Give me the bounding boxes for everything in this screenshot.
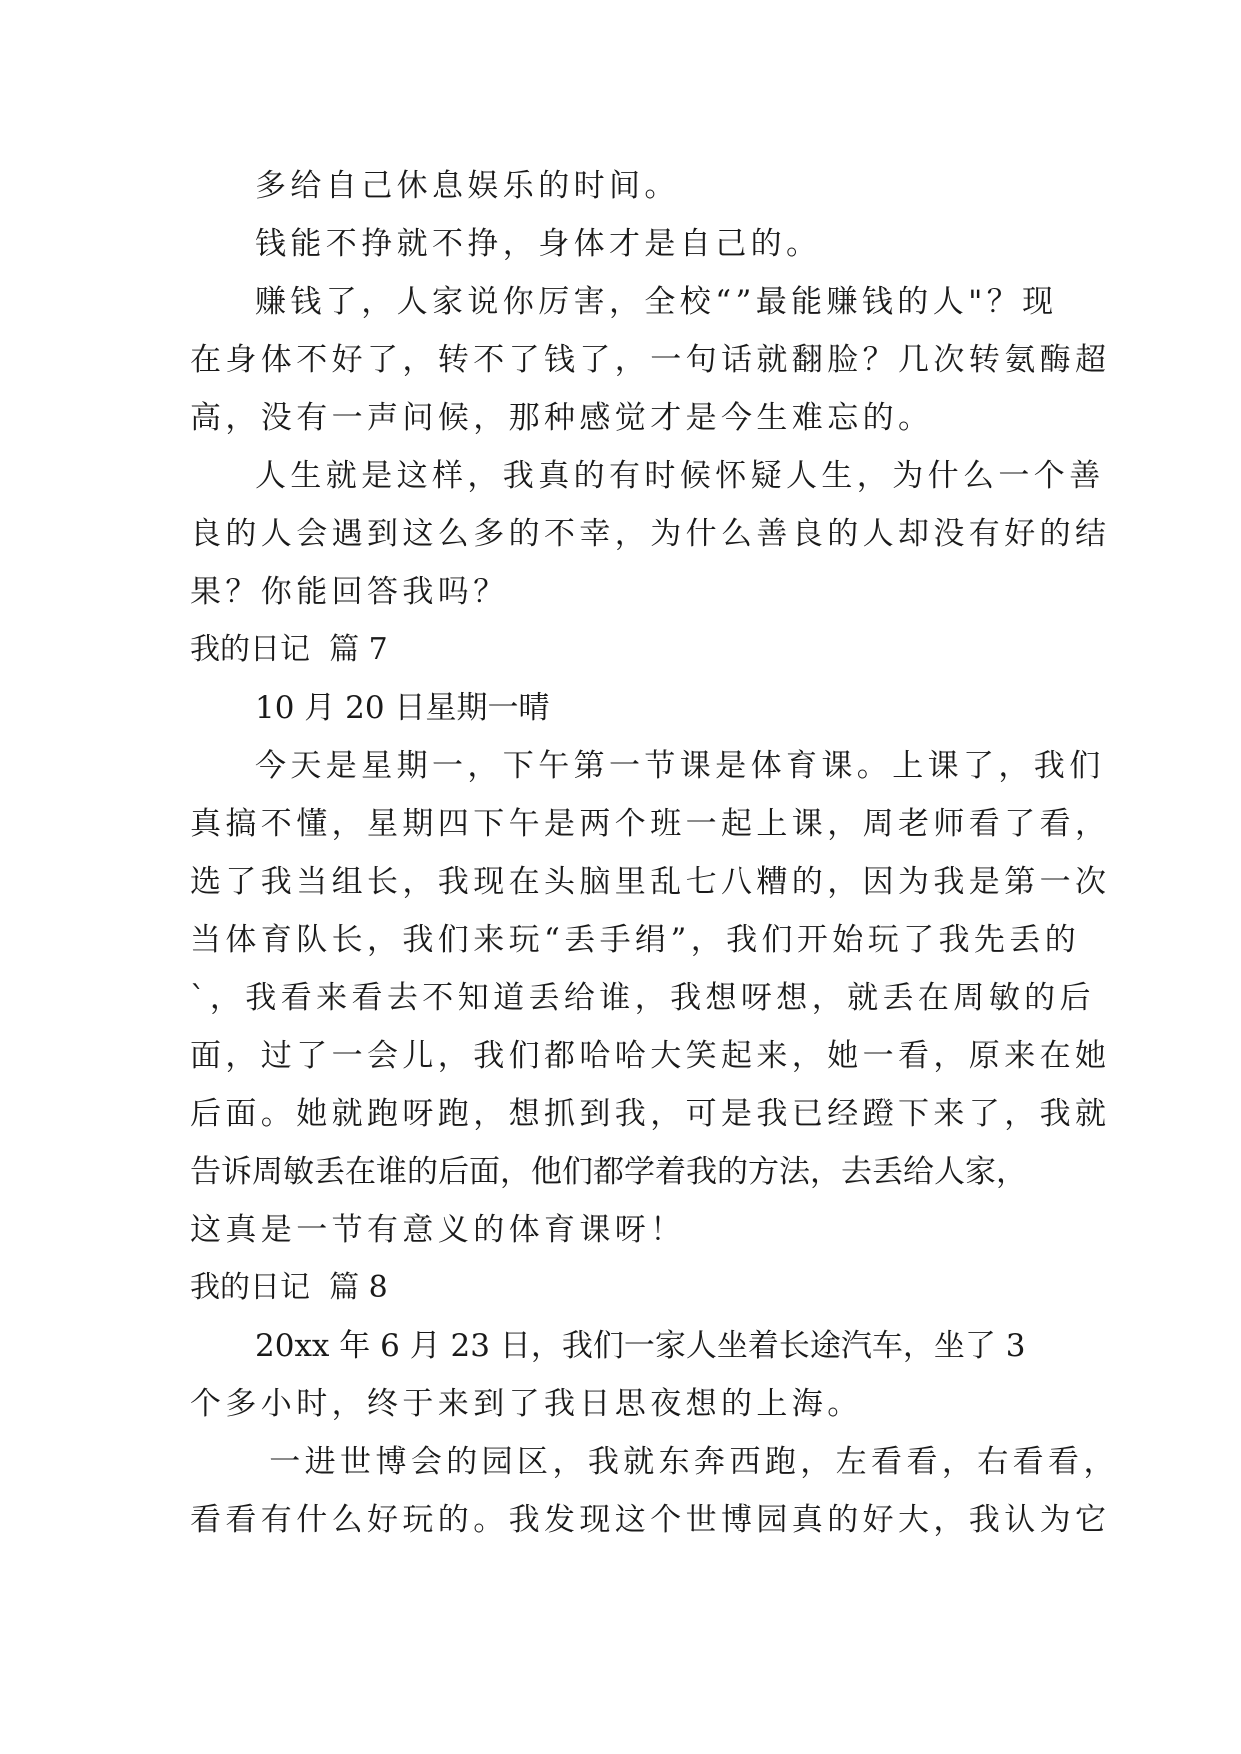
paragraph-line: 当体育队长，我们来玩“丢手绢”，我们开始玩了我先丢的 xyxy=(190,922,1081,958)
paragraph-line: 良的人会遇到这么多的不幸，为什么善良的人却没有好的结 xyxy=(190,516,1111,552)
paragraph-line: 这真是一节有意义的体育课呀！ xyxy=(190,1212,686,1248)
paragraph-line: 真搞不懂，星期四下午是两个班一起上课，周老师看了看， xyxy=(190,806,1111,842)
paragraph-line: 在身体不好了，转不了钱了，一句话就翻脸？几次转氨酶超 xyxy=(190,342,1111,378)
paragraph-line: 看看有什么好玩的。我发现这个世博园真的好大，我认为它 xyxy=(190,1502,1111,1538)
paragraph-line: 钱能不挣就不挣，身体才是自己的。 xyxy=(255,226,822,262)
paragraph-line: 面，过了一会儿，我们都哈哈大笑起来，她一看，原来在她 xyxy=(190,1038,1111,1074)
paragraph-line: 个多小时，终于来到了我日思夜想的上海。 xyxy=(190,1386,863,1422)
paragraph-line: 今天是星期一，下午第一节课是体育课。上课了，我们 xyxy=(255,748,1105,784)
section-heading: 我的日记 篇 7 xyxy=(190,632,388,667)
paragraph-line: 告诉周敏丢在谁的后面，他们都学着我的方法，去丢给人家， xyxy=(190,1154,1027,1190)
paragraph-line: 高，没有一声问候，那种感觉才是今生难忘的。 xyxy=(190,400,934,436)
section-heading: 我的日记 篇 8 xyxy=(190,1270,388,1305)
paragraph-line: 选了我当组长，我现在头脑里乱七八糟的，因为我是第一次 xyxy=(190,864,1111,900)
paragraph-line: 20xx 年 6 月 23 日，我们一家人坐着长途汽车，坐了 3 xyxy=(255,1328,1026,1364)
paragraph-line: 果？你能回答我吗？ xyxy=(190,574,509,610)
paragraph-line: 人生就是这样，我真的有时候怀疑人生，为什么一个善 xyxy=(255,458,1105,494)
paragraph-line: 后面。她就跑呀跑，想抓到我，可是我已经蹬下来了，我就 xyxy=(190,1096,1111,1132)
paragraph-line: 赚钱了，人家说你厉害，全校“”最能赚钱的人"？现 xyxy=(255,284,1058,320)
paragraph-line: `，我看来看去不知道丢给谁，我想呀想，就丢在周敏的后 xyxy=(190,980,1095,1016)
paragraph-line: 多给自己休息娱乐的时间。 xyxy=(255,168,680,204)
date-line: 10 月 20 日星期一晴 xyxy=(255,690,550,726)
paragraph-line: 一进世博会的园区，我就东奔西跑，左看看，右看看， xyxy=(255,1444,1119,1480)
